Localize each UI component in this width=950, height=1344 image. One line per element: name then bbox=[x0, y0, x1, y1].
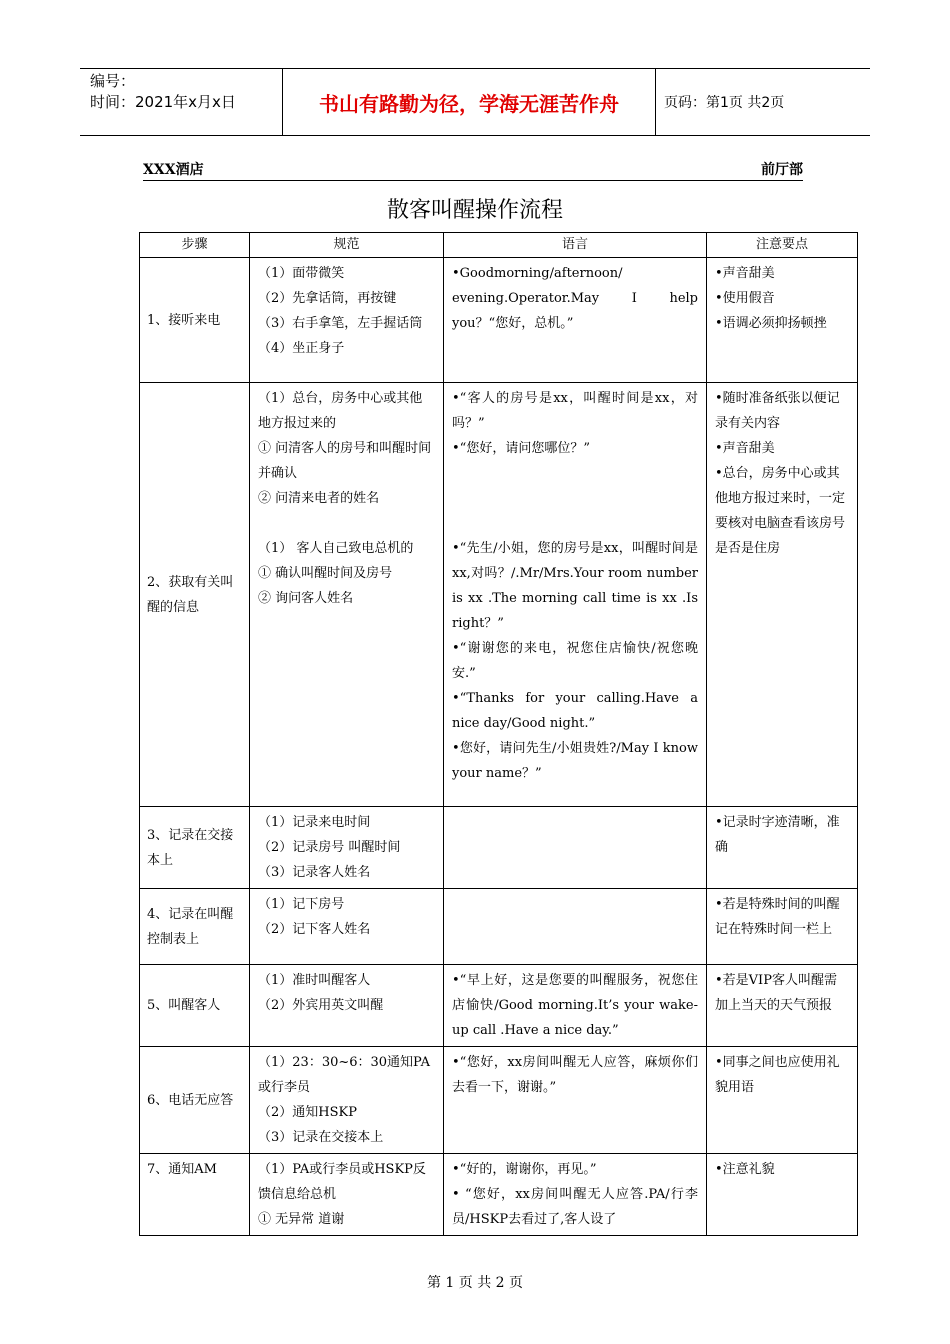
header-meta bbox=[90, 71, 236, 113]
note-line: •随时准备纸张以便记录有关内容 bbox=[715, 391, 840, 431]
column-header: 语言 bbox=[444, 233, 707, 258]
spec-line: ① 确认叫醒时间及房号 bbox=[258, 566, 393, 581]
language-cell bbox=[444, 965, 707, 1047]
language-cell bbox=[444, 383, 707, 807]
spec-line: （1） 客人自己致电总机的 bbox=[258, 541, 414, 556]
note-line: •若是VIP客人叫醒需加上当天的天气预报 bbox=[715, 973, 837, 1013]
step-cell: 5、叫醒客人 bbox=[140, 965, 250, 1047]
spec-line: ② 问清来电者的姓名 bbox=[258, 491, 380, 506]
notes-cell bbox=[707, 807, 858, 889]
table-row bbox=[140, 807, 858, 889]
spec-line: （4）坐正身子 bbox=[258, 341, 345, 356]
spec-line: ① 无异常 道谢 bbox=[258, 1212, 345, 1227]
spec-line: （3）记录客人姓名 bbox=[258, 865, 371, 880]
table-row bbox=[140, 383, 858, 807]
spec-line: （2）记录房号 叫醒时间 bbox=[258, 840, 401, 855]
note-line: •声音甜美 bbox=[715, 266, 775, 281]
spacer bbox=[452, 461, 698, 486]
column-header: 步骤 bbox=[140, 233, 250, 258]
spec-cell bbox=[250, 258, 444, 383]
spec-line: （1）准时叫醒客人 bbox=[258, 973, 371, 988]
document-header bbox=[80, 68, 870, 136]
column-header: 注意要点 bbox=[707, 233, 858, 258]
note-line: •同事之间也应使用礼貌用语 bbox=[715, 1055, 840, 1095]
step-cell: 3、记录在交接本上 bbox=[140, 807, 250, 889]
page-info: 页码：第1页 共2页 bbox=[664, 95, 785, 111]
language-line: •Goodmorning/afternoon/ evening.Operator.May I help you？“您好，总机。” bbox=[452, 266, 698, 331]
language-line: •“好的，谢谢你，再见。” bbox=[452, 1162, 597, 1177]
notes-cell bbox=[707, 889, 858, 965]
language-cell bbox=[444, 807, 707, 889]
spec-cell bbox=[250, 807, 444, 889]
number-label: 编号： bbox=[90, 72, 136, 90]
spec-cell bbox=[250, 1154, 444, 1236]
step-cell: 4、记录在叫醒控制表上 bbox=[140, 889, 250, 965]
notes-cell bbox=[707, 1047, 858, 1154]
note-line: •声音甜美 bbox=[715, 441, 775, 456]
step-cell: 6、电话无应答 bbox=[140, 1047, 250, 1154]
spacer bbox=[452, 486, 698, 511]
spec-cell bbox=[250, 383, 444, 807]
notes-cell bbox=[707, 1154, 858, 1236]
step-cell: 1、接听来电 bbox=[140, 258, 250, 383]
spec-cell bbox=[250, 889, 444, 965]
note-line: •总台，房务中心或其他地方报过来时，一定要核对电脑查看该房号是否是住房 bbox=[715, 466, 846, 556]
time-label: 时间：2021年x月x日 bbox=[90, 93, 236, 111]
spacer bbox=[258, 511, 435, 536]
table-row bbox=[140, 1154, 858, 1236]
table-row bbox=[140, 1047, 858, 1154]
spec-line: （2）记下客人姓名 bbox=[258, 922, 371, 937]
department-name: 前厅部 bbox=[761, 162, 803, 178]
notes-cell bbox=[707, 258, 858, 383]
spec-line: ① 问清客人的房号和叫醒时间并确认 bbox=[258, 441, 432, 481]
table-row bbox=[140, 258, 858, 383]
language-cell bbox=[444, 889, 707, 965]
note-line: •语调必须抑扬顿挫 bbox=[715, 316, 827, 331]
language-line: •“先生/小姐，您的房号是xx，叫醒时间是xx,对吗？/.Mr/Mrs.Your room number is xx .The morning call time is xx .Is right？” bbox=[452, 541, 698, 631]
spec-line: （2）通知HSKP bbox=[258, 1105, 357, 1120]
procedure-table bbox=[139, 232, 858, 1236]
spec-line: （2）外宾用英文叫醒 bbox=[258, 998, 384, 1013]
spec-line: （1）记录来电时间 bbox=[258, 815, 371, 830]
notes-cell bbox=[707, 383, 858, 807]
table-row bbox=[140, 965, 858, 1047]
language-cell bbox=[444, 1047, 707, 1154]
spec-line: （3）右手拿笔，左手握话筒 bbox=[258, 316, 423, 331]
header-divider bbox=[655, 69, 656, 135]
language-line: •“Thanks for your calling.Have a nice day/Good night.” bbox=[452, 691, 698, 731]
spec-line: （3）记录在交接本上 bbox=[258, 1130, 384, 1145]
spec-line: （2）先拿话筒，再按键 bbox=[258, 291, 397, 306]
spec-line: （1）面带微笑 bbox=[258, 266, 345, 281]
header-motto: 书山有路勤为径，学海无涯苦作舟 bbox=[319, 91, 619, 116]
language-line: •“早上好，这是您要的叫醒服务，祝您住店愉快/Good morning.It’s your wake-up call .Have a nice day.” bbox=[452, 973, 698, 1038]
hotel-name: XXX酒店 bbox=[143, 162, 204, 178]
language-line: •“您好，xx房间叫醒无人应答，麻烦你们去看一下，谢谢。” bbox=[452, 1055, 698, 1095]
language-cell bbox=[444, 1154, 707, 1236]
column-header: 规范 bbox=[250, 233, 444, 258]
language-line: • “您好，xx房间叫醒无人应答.PA/行李员/HSKP去看过了,客人设了 bbox=[452, 1187, 698, 1227]
table-header-row bbox=[140, 233, 858, 258]
language-line: •“谢谢您的来电，祝您住店愉快/祝您晚安.” bbox=[452, 641, 698, 681]
spec-line: （1）记下房号 bbox=[258, 897, 345, 912]
step-cell: 7、通知AM bbox=[140, 1154, 250, 1236]
spec-line: （1）PA或行李员或HSKP反馈信息给总机 bbox=[258, 1162, 426, 1202]
language-cell bbox=[444, 258, 707, 383]
page-footer: 第 1 页 共 2 页 bbox=[426, 1275, 524, 1291]
language-line: •您好，请问先生/小姐贵姓?/May I know your name？” bbox=[452, 741, 698, 781]
spacer bbox=[452, 511, 698, 536]
hotel-line bbox=[143, 160, 803, 181]
notes-cell bbox=[707, 965, 858, 1047]
page-title: 散客叫醒操作流程 bbox=[386, 198, 563, 223]
spec-line: （1）总台，房务中心或其他地方报过来的 bbox=[258, 391, 423, 431]
spec-cell bbox=[250, 965, 444, 1047]
spec-cell bbox=[250, 1047, 444, 1154]
spec-line: ② 询问客人姓名 bbox=[258, 591, 354, 606]
spec-line: （1）23：30~6：30通知PA或行李员 bbox=[258, 1055, 431, 1095]
step-cell: 2、获取有关叫醒的信息 bbox=[140, 383, 250, 807]
note-line: •记录时字迹清晰，准确 bbox=[715, 815, 840, 855]
language-line: •“客人的房号是xx，叫醒时间是xx，对吗？” bbox=[452, 391, 698, 431]
note-line: •注意礼貌 bbox=[715, 1162, 775, 1177]
language-line: •“您好，请问您哪位？” bbox=[452, 441, 590, 456]
note-line: •若是特殊时间的叫醒记在特殊时间一栏上 bbox=[715, 897, 840, 937]
table-row bbox=[140, 889, 858, 965]
note-line: •使用假音 bbox=[715, 291, 775, 306]
